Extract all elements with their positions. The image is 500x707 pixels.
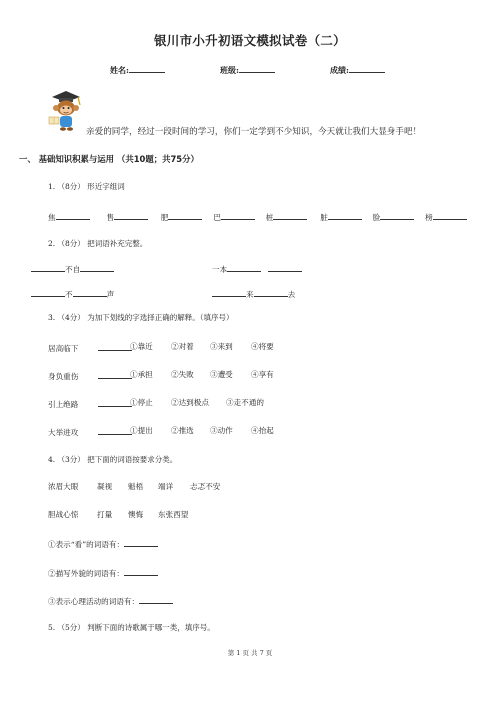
word-item: 魁梧 [128,482,144,491]
answer-blank[interactable] [98,397,132,407]
answer-blank[interactable] [227,262,261,272]
answer-blank[interactable] [73,287,107,297]
page-title: 银川市小升初语文模拟试卷（二） [153,33,346,48]
name-field [110,63,165,76]
option: ①提出 [130,426,153,435]
sub-question: ③表示心理活动的词语有： [48,597,140,606]
word-item: 打量 [97,510,113,519]
answer-blank[interactable] [273,210,307,220]
question-3-row [48,341,132,354]
answer-blank[interactable] [80,262,114,272]
question-4-sub-3 [48,594,173,607]
answer-blank[interactable] [98,341,132,351]
question-1-row [48,210,467,223]
answer-blank[interactable] [328,210,362,220]
char-item: 榜 [425,213,433,222]
question-4-sub-1 [48,537,158,550]
sub-question: ①表示“看”的词语有： [48,540,125,549]
char-item: 巴 [213,213,221,222]
name-blank[interactable] [129,63,165,73]
word-item: 忐忑不安 [190,482,221,491]
question-4-sub-2 [48,566,158,579]
question-3-title: 3. （4分） 为加下划线的字选择正确的解释。（填序号） [48,313,234,322]
option: ③走不通的 [226,398,264,407]
word-part: 去 [287,290,296,299]
page-number: 第 1 页 共 7 页 [227,649,273,657]
option: ③来到 [210,342,233,351]
option: ②对着 [171,342,194,351]
word-item: 懊悔 [128,510,144,519]
option: ④享有 [251,370,274,379]
question-2-item [212,287,295,300]
answer-blank[interactable] [31,287,65,297]
option: ②达到极点 [171,398,209,407]
char-item: 焦 [48,213,56,222]
answer-blank[interactable] [380,210,414,220]
answer-blank[interactable] [168,210,202,220]
option: ①靠近 [130,342,153,351]
word-item: 居高临下 [48,344,79,353]
sub-question: ②描写外貌的词语有： [48,569,124,578]
score-blank[interactable] [349,63,385,73]
word-item: 身负重伤 [48,372,79,381]
name-label: 姓名: [110,65,129,75]
answer-blank[interactable] [139,594,173,604]
option: ③动作 [210,426,233,435]
answer-blank[interactable] [212,287,246,297]
word-item: 引上绝路 [48,400,79,409]
score-label: 成绩: [330,65,349,75]
option: ④抬起 [251,426,274,435]
section-heading: 一、 基础知识积累与运用 （共10题；共75分） [19,154,199,164]
answer-blank[interactable] [254,287,288,297]
monkey-scholar-icon [44,88,84,134]
word-item: 凝视 [97,482,113,491]
question-2-item [31,287,114,300]
answer-blank[interactable] [124,537,158,547]
class-blank[interactable] [239,63,275,73]
question-4-title: 4. （3分） 把下面的词语按要求分类。 [48,455,178,464]
char-item: 桩 [265,213,274,222]
question-2-item [212,262,302,275]
char-item: 脏 [320,213,328,222]
answer-blank[interactable] [268,262,302,272]
class-label: 班级: [220,65,239,75]
answer-blank[interactable] [124,566,158,576]
question-3-row [48,369,132,382]
char-item: 脸 [372,213,381,222]
question-2-item [31,262,114,275]
question-3-row [48,425,132,438]
word-part: 不 [65,290,73,299]
word-item: 东张西望 [158,510,189,519]
answer-blank[interactable] [98,425,132,435]
question-1-title: 1. （8分） 形近字组词 [48,182,125,191]
word-item: 胆战心惊 [48,510,79,519]
answer-blank[interactable] [56,210,90,220]
word-part: 不自 [65,265,81,274]
question-2-title: 2. （8分） 把词语补充完整。 [48,239,148,248]
question-5-title: 5. （5分） 判断下面的诗歌属于哪一类，填序号。 [48,623,215,632]
word-part: 声 [106,290,115,299]
option: ②推选 [171,426,194,435]
option: ②失败 [171,370,194,379]
class-field [220,63,275,76]
answer-blank[interactable] [433,210,467,220]
char-item: 肥 [160,213,169,222]
answer-blank[interactable] [114,210,148,220]
greeting-text: 亲爱的同学，经过一段时间的学习，你们一定学到不少知识，今天就让我们大显身手吧！ [86,127,422,137]
question-3-row [48,397,132,410]
char-item: 售 [106,213,115,222]
score-field [330,63,385,76]
option: ①停止 [130,398,153,407]
word-part: 一本 [212,265,228,274]
answer-blank[interactable] [31,262,65,272]
word-item: 大举进攻 [48,428,79,437]
option: ④将要 [251,342,274,351]
word-item: 端详 [158,482,174,491]
answer-blank[interactable] [98,369,132,379]
word-part: 来 [246,290,254,299]
answer-blank[interactable] [221,210,255,220]
option: ①承担 [130,370,153,379]
option: ③遭受 [210,370,233,379]
word-item: 浓眉大眼 [48,482,79,491]
